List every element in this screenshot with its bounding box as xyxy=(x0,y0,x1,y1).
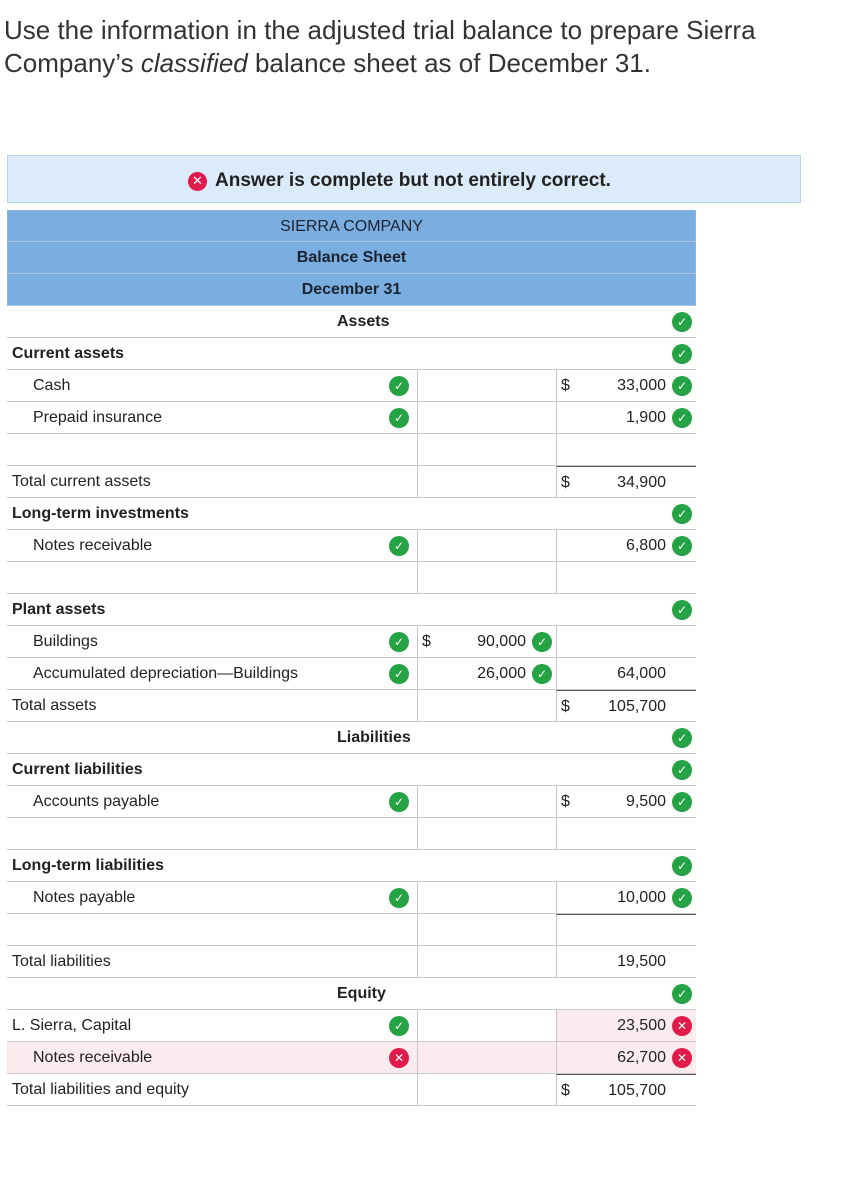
accum-dep-amount-input[interactable] xyxy=(417,658,556,689)
blank-label-input[interactable] xyxy=(7,914,417,945)
equity-header-row: Equity ✓ xyxy=(7,978,696,1010)
banner-text: Answer is complete but not entirely correct. xyxy=(215,170,611,191)
check-icon: ✓ xyxy=(672,856,692,876)
question-part-1: Use the information in the adjusted trial balance to prepare Sierra Company’s xyxy=(4,15,756,78)
current-liabilities-row xyxy=(7,754,696,786)
check-icon: ✓ xyxy=(672,600,692,620)
blank-amount-input[interactable] xyxy=(556,914,696,945)
statement-title: Balance Sheet xyxy=(7,242,696,274)
blank-row xyxy=(7,434,696,466)
lt-liabilities-row xyxy=(7,850,696,882)
accounts-payable-amount-input[interactable] xyxy=(556,786,696,817)
blank-mid-input[interactable] xyxy=(417,562,556,593)
lt-investments-row xyxy=(7,498,696,530)
blank-row xyxy=(7,562,696,594)
notes-receivable-label[interactable]: Notes receivable xyxy=(33,537,153,554)
check-icon: ✓ xyxy=(672,984,692,1004)
notes-payable-mid-input[interactable] xyxy=(417,882,556,913)
current-assets-label[interactable]: Current assets xyxy=(12,345,125,362)
question-text xyxy=(4,14,804,80)
accum-dep-amount: 26,000 xyxy=(477,665,526,682)
check-icon: ✓ xyxy=(672,408,692,428)
accounts-payable-amount: 9,500 xyxy=(625,793,666,810)
blank-row xyxy=(7,914,696,946)
buildings-label[interactable]: Buildings xyxy=(33,633,98,650)
lt-liabilities-label[interactable]: Long-term liabilities xyxy=(12,857,165,874)
cash-mid-input[interactable] xyxy=(417,370,556,401)
accum-dep-row xyxy=(7,658,696,690)
total-liabilities-row xyxy=(7,946,696,978)
plant-assets-row xyxy=(7,594,696,626)
blank-label-input[interactable] xyxy=(7,818,417,849)
capital-label[interactable]: L. Sierra, Capital xyxy=(12,1017,132,1034)
check-icon: ✓ xyxy=(672,312,692,332)
total-current-assets-amount-input[interactable] xyxy=(556,466,696,497)
check-icon: ✓ xyxy=(389,1016,409,1036)
lt-investments-label[interactable]: Long-term investments xyxy=(12,505,189,522)
check-icon: ✓ xyxy=(672,888,692,908)
dollar-sign: $ xyxy=(422,633,431,650)
notes-payable-label[interactable]: Notes payable xyxy=(33,889,136,906)
check-icon: ✓ xyxy=(389,536,409,556)
accounts-payable-row xyxy=(7,786,696,818)
blank-amount-input[interactable] xyxy=(556,562,696,593)
current-assets-row xyxy=(7,338,696,370)
cash-amount-input[interactable] xyxy=(556,370,696,401)
blank-mid-input[interactable] xyxy=(417,434,556,465)
dollar-sign: $ xyxy=(561,698,570,715)
prepaid-mid-input[interactable] xyxy=(417,402,556,433)
buildings-right-input[interactable] xyxy=(556,626,696,657)
notes-receivable-amount: 6,800 xyxy=(625,537,666,554)
plant-assets-label[interactable]: Plant assets xyxy=(12,601,106,618)
accounts-payable-mid-input[interactable] xyxy=(417,786,556,817)
notes-payable-row xyxy=(7,882,696,914)
capital-row xyxy=(7,1010,696,1042)
total-current-assets-mid[interactable] xyxy=(417,466,556,497)
capital-amount-input[interactable] xyxy=(556,1010,696,1041)
blank-label-input[interactable] xyxy=(7,562,417,593)
check-icon: ✓ xyxy=(389,792,409,812)
check-icon: ✓ xyxy=(532,632,552,652)
dollar-sign: $ xyxy=(561,1082,570,1099)
capital-mid-input[interactable] xyxy=(417,1010,556,1041)
assets-header-row: Assets ✓ xyxy=(7,306,696,338)
accum-dep-label[interactable]: Accumulated depreciation—Buildings xyxy=(33,665,299,682)
check-icon: ✓ xyxy=(532,664,552,684)
check-icon: ✓ xyxy=(672,760,692,780)
equity-notes-receivable-amount: 62,700 xyxy=(617,1049,666,1066)
total-assets-amount: 105,700 xyxy=(608,698,666,715)
dollar-sign: $ xyxy=(561,474,570,491)
check-icon: ✓ xyxy=(672,792,692,812)
check-icon: ✓ xyxy=(672,536,692,556)
question-emphasis: classified xyxy=(140,48,248,78)
equity-notes-receivable-mid-input[interactable] xyxy=(417,1042,556,1073)
prepaid-row xyxy=(7,402,696,434)
total-current-assets-row xyxy=(7,466,696,498)
x-icon: ✕ xyxy=(188,172,207,191)
cash-row xyxy=(7,370,696,402)
blank-amount-input[interactable] xyxy=(556,818,696,849)
x-icon: ✕ xyxy=(672,1016,692,1036)
total-current-assets-label[interactable]: Total current assets xyxy=(12,473,151,490)
notes-receivable-row xyxy=(7,530,696,562)
check-icon: ✓ xyxy=(389,632,409,652)
accounts-payable-label[interactable]: Accounts payable xyxy=(33,793,160,810)
buildings-amount-input[interactable] xyxy=(417,626,556,657)
current-liabilities-label[interactable]: Current liabilities xyxy=(12,761,143,778)
capital-amount: 23,500 xyxy=(617,1017,666,1034)
total-assets-mid[interactable] xyxy=(417,690,556,721)
check-icon: ✓ xyxy=(389,664,409,684)
x-icon: ✕ xyxy=(389,1048,409,1068)
blank-amount-input[interactable] xyxy=(556,434,696,465)
buildings-amount: 90,000 xyxy=(477,633,526,650)
notes-receivable-amount-input[interactable] xyxy=(556,530,696,561)
buildings-row xyxy=(7,626,696,658)
blank-row xyxy=(7,818,696,850)
question-part-2: balance sheet as of December 31. xyxy=(247,48,651,78)
total-liabilities-amount-input[interactable] xyxy=(556,946,696,977)
prepaid-label[interactable]: Prepaid insurance xyxy=(33,409,162,426)
x-icon: ✕ xyxy=(672,1048,692,1068)
dollar-sign: $ xyxy=(561,793,570,810)
balance-sheet xyxy=(7,210,697,1106)
net-buildings-amount: 64,000 xyxy=(617,665,666,682)
check-icon: ✓ xyxy=(672,728,692,748)
prepaid-amount: 1,900 xyxy=(625,409,666,426)
prepaid-amount-input[interactable] xyxy=(556,402,696,433)
liabilities-header-row: Liabilities ✓ xyxy=(7,722,696,754)
company-name: SIERRA COMPANY xyxy=(7,210,696,242)
total-assets-amount-input[interactable] xyxy=(556,690,696,721)
cash-label[interactable]: Cash xyxy=(33,377,71,394)
blank-label-input[interactable] xyxy=(7,434,417,465)
total-liabilities-mid[interactable] xyxy=(417,946,556,977)
total-le-amount: 105,700 xyxy=(608,1082,666,1099)
notes-receivable-mid-input[interactable] xyxy=(417,530,556,561)
equity-notes-receivable-amount-input[interactable] xyxy=(556,1042,696,1073)
statement-date: December 31 xyxy=(7,274,696,306)
check-icon: ✓ xyxy=(672,504,692,524)
total-liabilities-amount: 19,500 xyxy=(617,953,666,970)
net-buildings-input[interactable] xyxy=(556,658,696,689)
total-le-row xyxy=(7,1074,696,1106)
check-icon: ✓ xyxy=(389,376,409,396)
equity-notes-receivable-label[interactable]: Notes receivable xyxy=(33,1049,153,1066)
check-icon: ✓ xyxy=(389,408,409,428)
total-le-amount-input[interactable] xyxy=(556,1074,696,1105)
blank-mid-input[interactable] xyxy=(417,818,556,849)
cash-amount: 33,000 xyxy=(617,377,666,394)
total-assets-row xyxy=(7,690,696,722)
check-icon: ✓ xyxy=(672,376,692,396)
dollar-sign: $ xyxy=(561,377,570,394)
total-assets-label[interactable]: Total assets xyxy=(12,697,97,714)
blank-mid-input[interactable] xyxy=(417,914,556,945)
total-le-mid[interactable] xyxy=(417,1074,556,1105)
total-current-assets-amount: 34,900 xyxy=(617,474,666,491)
total-le-label[interactable]: Total liabilities and equity xyxy=(12,1081,189,1098)
total-liabilities-label[interactable]: Total liabilities xyxy=(12,953,111,970)
equity-notes-receivable-row xyxy=(7,1042,696,1074)
check-icon: ✓ xyxy=(389,888,409,908)
check-icon: ✓ xyxy=(672,344,692,364)
notes-payable-amount-input[interactable] xyxy=(556,882,696,913)
result-banner xyxy=(7,155,801,203)
notes-payable-amount: 10,000 xyxy=(617,889,666,906)
